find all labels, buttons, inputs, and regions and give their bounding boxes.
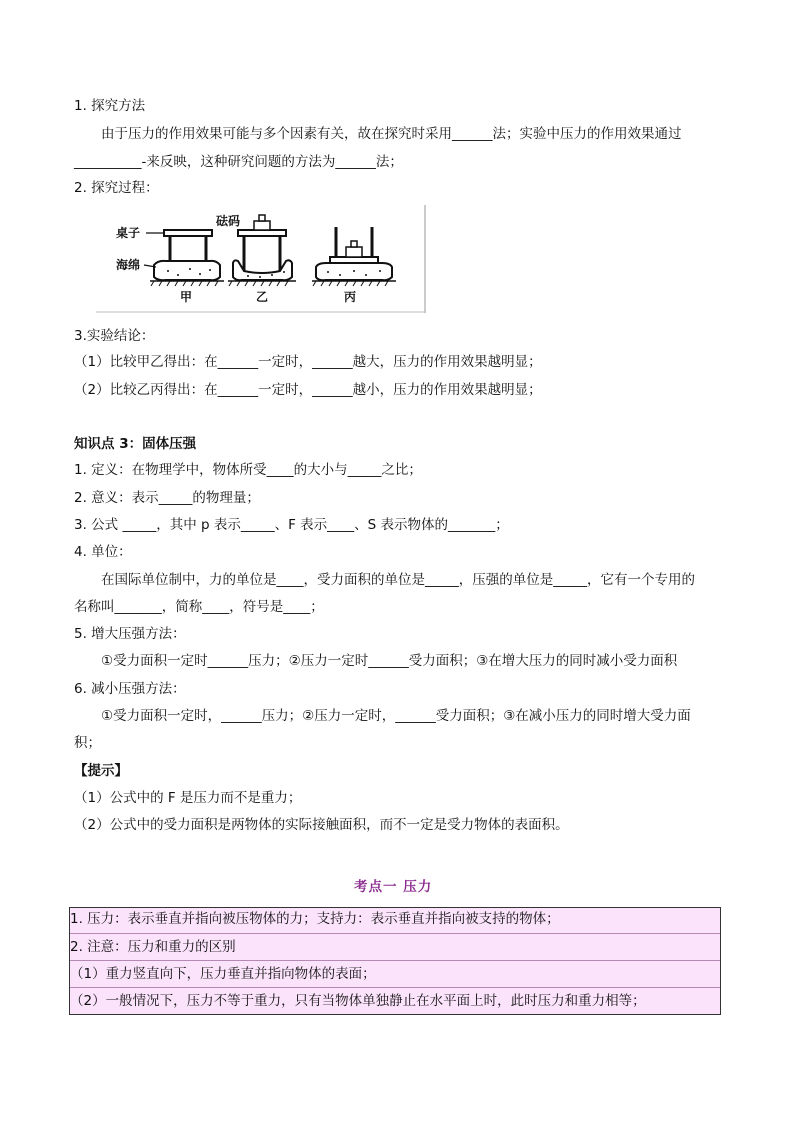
decrease-heading: 6. 减小压强方法： <box>74 681 186 697</box>
label-weight: 砝码 <box>216 214 241 228</box>
experiment-figure <box>96 205 426 313</box>
caption-bing: 丙 <box>344 290 357 304</box>
setup-jia <box>150 230 224 286</box>
exam-point-box <box>69 907 721 1015</box>
formula-line: 3. 公式 _____，其中 p 表示_____、F 表示____、S 表示物体的_______； <box>74 517 509 533</box>
label-table: 桌子 <box>116 226 141 240</box>
conclusion-item-2: （2）比较乙丙得出：在______一定时，______越小，压力的作用效果越明显； <box>74 382 542 398</box>
process-heading: 2. 探究过程： <box>74 180 159 196</box>
unit-line-1: 在国际单位制中，力的单位是____，受力面积的单位是_____，压强的单位是_____，它有一个专用的 <box>101 572 695 588</box>
exam-point-title: 考点一 压力 <box>354 879 433 895</box>
conclusion-item-1: （1）比较甲乙得出：在______一定时，______越大，压力的作用效果越明显； <box>74 354 542 370</box>
increase-line: ①受力面积一定时______压力；②压力一定时______受力面积；③在增大压力的同时减小受力面积 <box>101 653 678 669</box>
box-row-3: （1）重力竖直向下，压力垂直并指向物体的表面； <box>70 966 376 982</box>
box-row-2: 2. 注意：压力和重力的区别 <box>70 939 236 955</box>
unit-heading: 4. 单位： <box>74 544 132 560</box>
caption-yi: 乙 <box>256 290 269 304</box>
setup-bing <box>312 227 396 286</box>
tip-title: 【提示】 <box>74 763 128 779</box>
caption-jia: 甲 <box>180 290 193 304</box>
definition-line: 1. 定义：在物理学中，物体所受____的大小与_____之比； <box>74 462 422 478</box>
method-line-2: __________-来反映，这种研究问题的方法为______法； <box>74 154 403 170</box>
decrease-line-2: 积； <box>74 735 101 751</box>
decrease-line-1: ①受力面积一定时，______压力；②压力一定时，______受力面积；③在减小压力的同时增大受力面 <box>101 708 691 724</box>
increase-heading: 5. 增大压强方法： <box>74 626 186 642</box>
box-row-4: （2）一般情况下，压力不等于重力，只有当物体单独静止在水平面上时，此时压力和重力相等； <box>70 993 646 1009</box>
box-row-1: 1. 压力：表示垂直并指向被压物体的力；支持力：表示垂直并指向被支持的物体； <box>70 911 560 927</box>
method-heading: 1. 探究方法 <box>74 98 146 114</box>
label-sponge: 海绵 <box>116 258 141 272</box>
method-line-1: 由于压力的作用效果可能与多个因素有关，故在探究时采用______法；实验中压力的作用效果通过 <box>101 126 682 142</box>
conclusion-heading: 3.实验结论： <box>74 328 155 344</box>
meaning-line: 2. 意义：表示_____的物理量； <box>74 490 260 506</box>
unit-line-2: 名称叫_______，简称____，符号是____； <box>74 599 324 615</box>
knowledge-3-title: 知识点 3：固体压强 <box>74 436 197 452</box>
tip-1: （1）公式中的 F 是压力而不是重力； <box>74 790 302 806</box>
tip-2: （2）公式中的受力面积是两物体的实际接触面积，而不一定是受力物体的表面积。 <box>74 817 569 833</box>
